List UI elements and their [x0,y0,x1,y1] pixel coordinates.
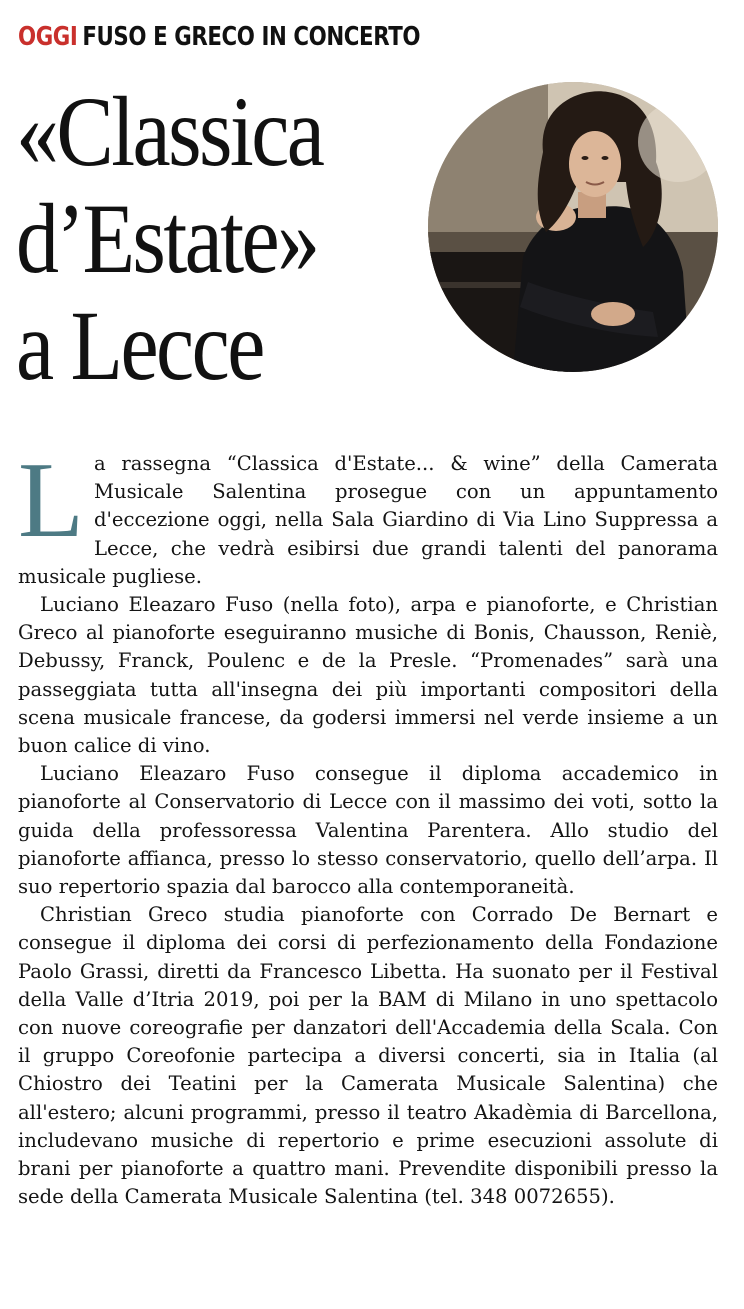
kicker [18,20,420,54]
drop-cap: L [18,441,84,560]
portrait-photo [428,82,718,372]
headline [16,78,369,399]
portrait-illustration [428,82,718,372]
article-paragraph-4: Christian Greco studia pianoforte con Corrado De Bernart e consegue il diploma dei corsi di perfezionamento della Fondazione Paolo Grassi, diretti da Francesco Libetta. Ha suonato per il Festival della Valle d’Itria 2019, poi per la BAM di Milano in uno spettacolo con nuove coreografie per danzatori dell'Accademia della Scala. Con il gruppo Coreofonie partecipa a diversi concerti, sia in Italia (al Chiostro dei Teatini per la Camerata Musicale Salentina) che all'estero; alcuni programmi, presso il teatro Akadèmia di Barcellona, includevano musiche di repertorio e prime esecuzioni assolute di brani per pianoforte a quattro mani. Prevendite disponibili presso la sede della Camerata Musicale Salentina (tel. 348 0072655). [18,903,718,1209]
article-paragraph-1 [18,441,718,591]
paragraph-1-text: a rassegna “Classica d'Estate... & wine” della Camerata Musicale Salentina prosegue con un appuntamento d'eccezione oggi, nella Sala Giardino di Via Lino Suppressa a Lecce, che vedrà esibirsi due grandi talenti del panorama musicale pugliese. [18,452,718,588]
headline-line-1: «Classica [16,76,323,187]
kicker-topic: FUSO E GRECO IN CONCERTO [82,22,421,52]
article-paragraph-3: Luciano Eleazaro Fuso consegue il diploma accademico in pianoforte al Conservatorio di Lecce con il massimo dei voti, sotto la guida della professoressa Valentina Parentera. Allo studio del pianoforte affianca, presso lo stesso conservatorio, quello dell’arpa. Il suo repertorio spazia dal barocco alla contemporaneità. [18,762,718,899]
kicker-tag: OGGI [18,22,78,52]
headline-line-2: d’Estate» [16,183,318,294]
article-body [18,441,718,1211]
article-paragraph-2: Luciano Eleazaro Fuso (nella foto), arpa e pianoforte, e Christian Greco al pianoforte eseguiranno musiche di Bonis, Chausson, Reniè, Debussy, Franck, Poulenc e de la Presle. “Promenades” sarà una passeggiata tutta all'insegna dei più importanti compositori della scena musicale francese, da godersi immersi nel verde insieme a un buon calice di vino. [18,593,718,758]
headline-line-3: a Lecce [16,290,263,401]
